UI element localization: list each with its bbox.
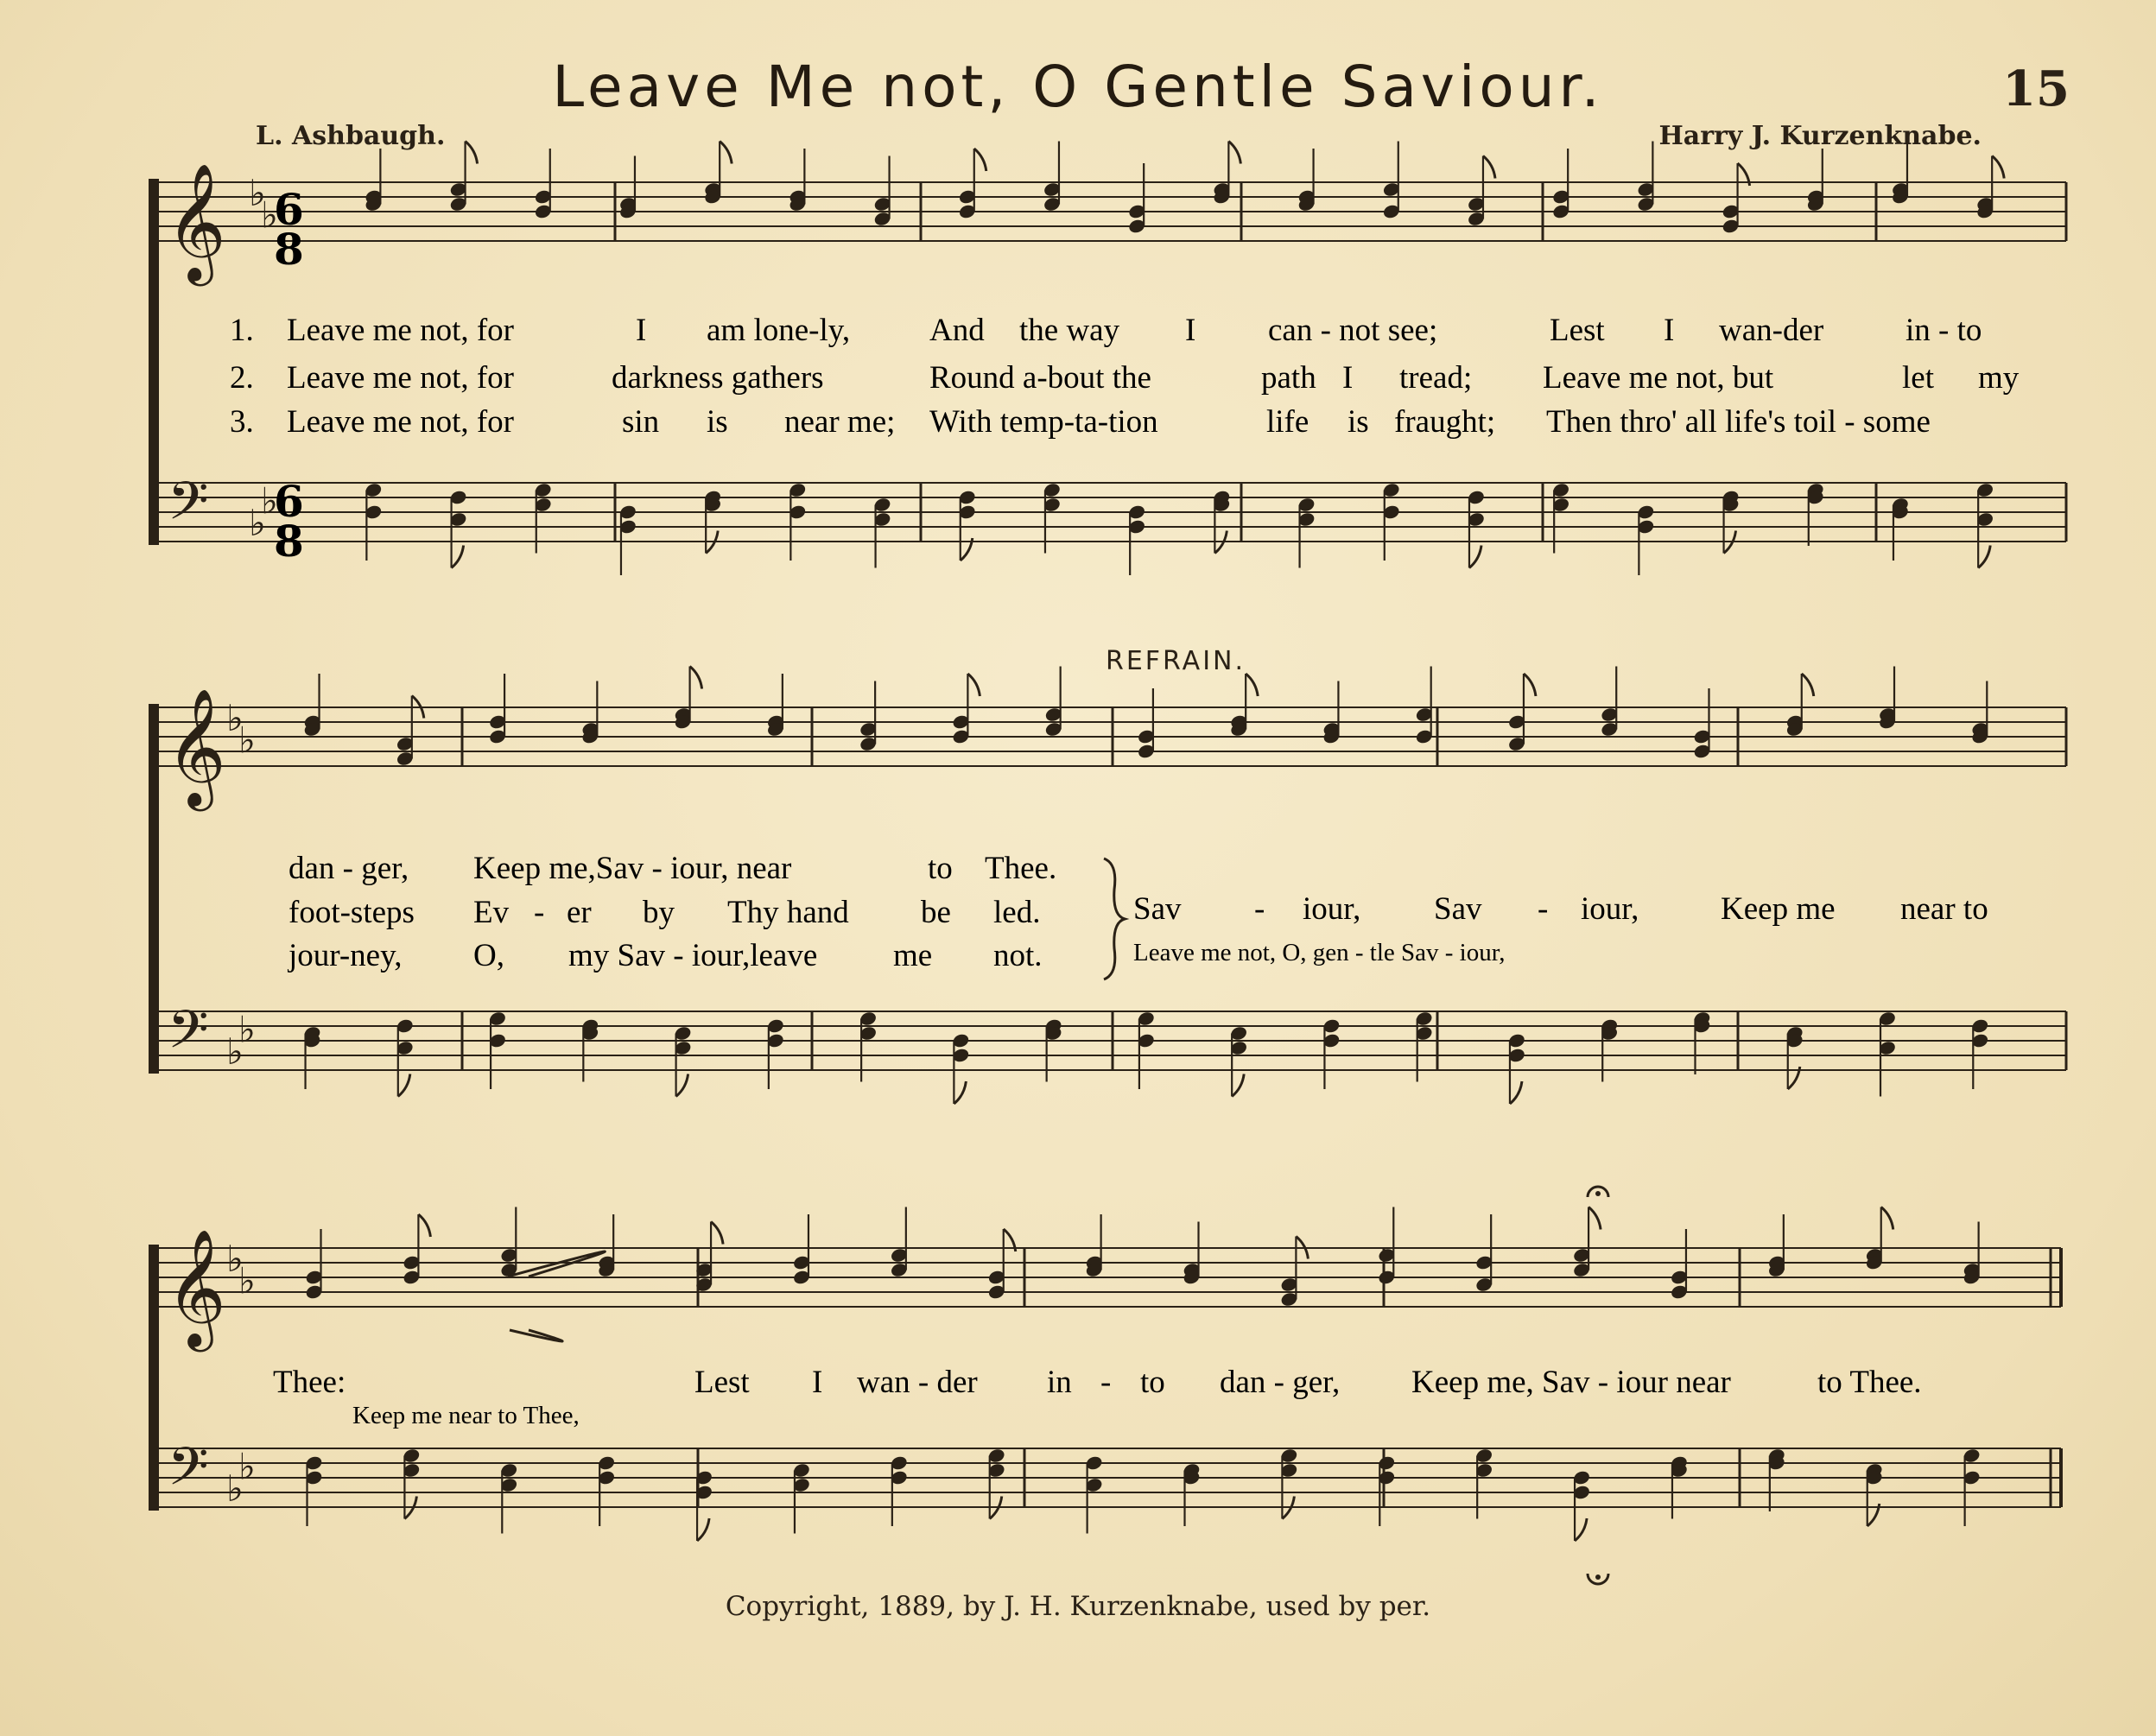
svg-text:Round a-bout the: Round a-bout the <box>929 360 1151 396</box>
svg-text:darkness gathers: darkness gathers <box>612 360 824 396</box>
bass-clef-icon: 𝄢 <box>168 471 209 545</box>
refrain-brace <box>1104 858 1125 979</box>
treble-flag <box>1588 1207 1601 1230</box>
treble-flag <box>1228 142 1240 164</box>
svg-text:wan - der: wan - der <box>857 1365 978 1400</box>
svg-text:the way: the way <box>1019 313 1120 348</box>
svg-text:iour,: iour, <box>1581 891 1639 927</box>
key-flat-icon: ♭ <box>226 1030 244 1073</box>
copyright-notice: Copyright, 1889, by J. H. Kurzenknabe, used by per. <box>725 1591 1431 1622</box>
svg-text:near to: near to <box>1900 891 1988 927</box>
svg-text:I: I <box>636 313 647 348</box>
song-title: Leave Me not, O Gentle Saviour. <box>552 54 1604 120</box>
svg-text:Thee:: Thee: <box>273 1365 346 1400</box>
svg-text:tread;: tread; <box>1399 360 1473 396</box>
svg-text:Leave me not, but: Leave me not, but <box>1543 360 1774 396</box>
svg-text:er: er <box>567 895 592 930</box>
bass-clef-icon: 𝄢 <box>168 1436 209 1511</box>
svg-text:let: let <box>1902 360 1934 396</box>
lyricist-credit: L. Ashbaugh. <box>256 121 446 151</box>
svg-text:O,: O, <box>473 938 504 973</box>
svg-text:near me;: near me; <box>784 404 896 440</box>
bass-flag <box>452 546 464 568</box>
treble-clef-icon: 𝄞 <box>166 1227 226 1346</box>
treble-clef-icon: 𝄞 <box>166 162 226 281</box>
svg-text:I: I <box>812 1365 823 1400</box>
svg-text:wan-der: wan-der <box>1719 313 1824 348</box>
svg-text:And: And <box>929 313 985 348</box>
svg-text:am lone-ly,: am lone-ly, <box>707 313 851 348</box>
svg-text:I: I <box>1342 360 1354 396</box>
bass-clef-icon: 𝄢 <box>168 999 209 1074</box>
svg-text:sin: sin <box>622 404 660 440</box>
svg-text:to: to <box>928 851 953 886</box>
svg-text:not.: not. <box>993 938 1043 973</box>
svg-text:dan - ger,: dan - ger, <box>1220 1365 1341 1400</box>
verse-2-lyrics <box>230 360 2020 396</box>
key-flat-icon: ♭ <box>226 1238 244 1280</box>
svg-text:1.: 1. <box>230 313 254 348</box>
svg-text:Sav: Sav <box>1434 891 1482 927</box>
svg-text:in: in <box>1047 1365 1072 1400</box>
treble-flag <box>418 1214 430 1237</box>
tie-curve <box>508 1251 605 1277</box>
svg-text:Then thro' all life's toil - s: Then thro' all life's toil - some <box>1546 404 1931 440</box>
svg-text:Leave me not, for: Leave me not, for <box>287 360 514 396</box>
svg-text:led.: led. <box>993 895 1041 930</box>
svg-text:to Thee.: to Thee. <box>1817 1365 1922 1400</box>
key-flat-icon: ♭ <box>238 1008 256 1051</box>
bass-flag <box>398 1074 410 1097</box>
svg-text:is: is <box>707 404 728 440</box>
svg-text:fraught;: fraught; <box>1394 404 1496 440</box>
treble-flag <box>720 142 732 164</box>
svg-text:Leave me not, for: Leave me not, for <box>287 404 514 440</box>
treble-time-top: 6 <box>274 184 304 235</box>
svg-text:life: life <box>1266 404 1309 440</box>
svg-text:Ev: Ev <box>473 895 510 930</box>
treble-flag <box>974 149 986 171</box>
treble-flag <box>711 1222 723 1245</box>
svg-text:Keep me: Keep me <box>1721 891 1836 927</box>
svg-text:I: I <box>1664 313 1675 348</box>
svg-text:Thee.: Thee. <box>985 851 1057 886</box>
svg-text:-: - <box>1100 1365 1112 1400</box>
bass-flag <box>1978 546 1990 568</box>
svg-text:Leave me not, for: Leave me not, for <box>287 313 514 348</box>
svg-text:in - to: in - to <box>1906 313 1982 348</box>
key-flat-icon: ♭ <box>249 502 266 544</box>
key-flat-icon: ♭ <box>238 1259 256 1302</box>
svg-text:-: - <box>1538 891 1549 927</box>
treble-clef-icon: 𝄞 <box>166 687 226 806</box>
svg-text:by: by <box>643 895 675 930</box>
key-flat-icon: ♭ <box>226 697 244 739</box>
svg-text:path: path <box>1261 360 1316 396</box>
svg-text:to: to <box>1140 1365 1165 1400</box>
svg-text:foot-steps: foot-steps <box>289 895 415 930</box>
fermata-dot-icon <box>1595 1191 1601 1196</box>
svg-text:-: - <box>534 895 545 930</box>
refrain-lyrics <box>1133 891 1988 966</box>
system-2-verse-lyrics <box>287 851 1056 973</box>
treble-flag <box>1881 1207 1893 1230</box>
svg-text:Keep me near to Thee,: Keep me near to Thee, <box>352 1402 580 1429</box>
treble-flag <box>1483 156 1495 179</box>
page-number: 15 <box>2002 60 2070 117</box>
svg-text:can - not see;: can - not see; <box>1268 313 1438 348</box>
system-3-lyrics <box>273 1365 1922 1429</box>
svg-text:Thy hand: Thy hand <box>727 895 849 930</box>
svg-text:me: me <box>893 938 933 973</box>
svg-text:my Sav - iour,leave: my Sav - iour,leave <box>568 938 818 973</box>
key-flat-icon: ♭ <box>238 1445 256 1488</box>
bass-time-bottom: 8 <box>274 516 304 567</box>
tie-curve <box>510 1330 562 1341</box>
bass-flag <box>1510 1081 1522 1104</box>
treble-flag <box>1246 674 1258 696</box>
svg-text:Sav: Sav <box>1133 891 1182 927</box>
bass-flag <box>697 1518 709 1541</box>
fermata-dot-icon <box>1595 1574 1601 1580</box>
svg-text:I: I <box>1185 313 1196 348</box>
bass-time-top: 6 <box>274 476 304 527</box>
verse-3-lyrics <box>230 404 1931 440</box>
treble-flag <box>1802 674 1814 696</box>
treble-flag <box>1992 156 2004 179</box>
bass-flag <box>1232 1074 1244 1097</box>
key-flat-icon: ♭ <box>261 193 278 237</box>
treble-flag <box>466 142 478 164</box>
composer-credit: Harry J. Kurzenknabe. <box>1658 121 1982 151</box>
svg-text:Keep me,Sav - iour, near: Keep me,Sav - iour, near <box>473 851 792 886</box>
svg-text:Lest: Lest <box>694 1365 750 1400</box>
svg-text:3.: 3. <box>230 404 254 440</box>
svg-text:iour,: iour, <box>1303 891 1361 927</box>
verse-1-lyrics <box>230 313 1982 348</box>
key-flat-icon: ♭ <box>226 1467 244 1510</box>
treble-flag <box>690 667 702 689</box>
key-flat-icon: ♭ <box>238 719 256 762</box>
bass-flag <box>676 1074 688 1097</box>
svg-text:be: be <box>921 895 951 930</box>
treble-time-bottom: 8 <box>274 224 304 275</box>
treble-flag <box>1524 674 1536 696</box>
bass-flag <box>954 1081 966 1104</box>
svg-text:Lest: Lest <box>1550 313 1605 348</box>
svg-text:my: my <box>1978 360 2020 396</box>
svg-text:With temp-ta-tion: With temp-ta-tion <box>929 404 1158 440</box>
bass-flag <box>1469 546 1481 568</box>
svg-text:dan - ger,: dan - ger, <box>289 851 409 886</box>
svg-text:Leave me not, O, gen - tle Sav: Leave me not, O, gen - tle Sav - iour, <box>1133 939 1506 966</box>
svg-text:-: - <box>1254 891 1265 927</box>
bass-flag <box>1575 1518 1587 1541</box>
key-flat-icon: ♭ <box>249 172 266 214</box>
svg-text:2.: 2. <box>230 360 254 396</box>
svg-text:is: is <box>1348 404 1369 440</box>
key-flat-icon: ♭ <box>261 479 278 523</box>
svg-text:jour-ney,: jour-ney, <box>289 938 403 973</box>
treble-flag <box>967 674 980 696</box>
svg-text:Keep me, Sav - iour near: Keep me, Sav - iour near <box>1411 1365 1731 1400</box>
refrain-label: REFRAIN. <box>1106 646 1246 676</box>
